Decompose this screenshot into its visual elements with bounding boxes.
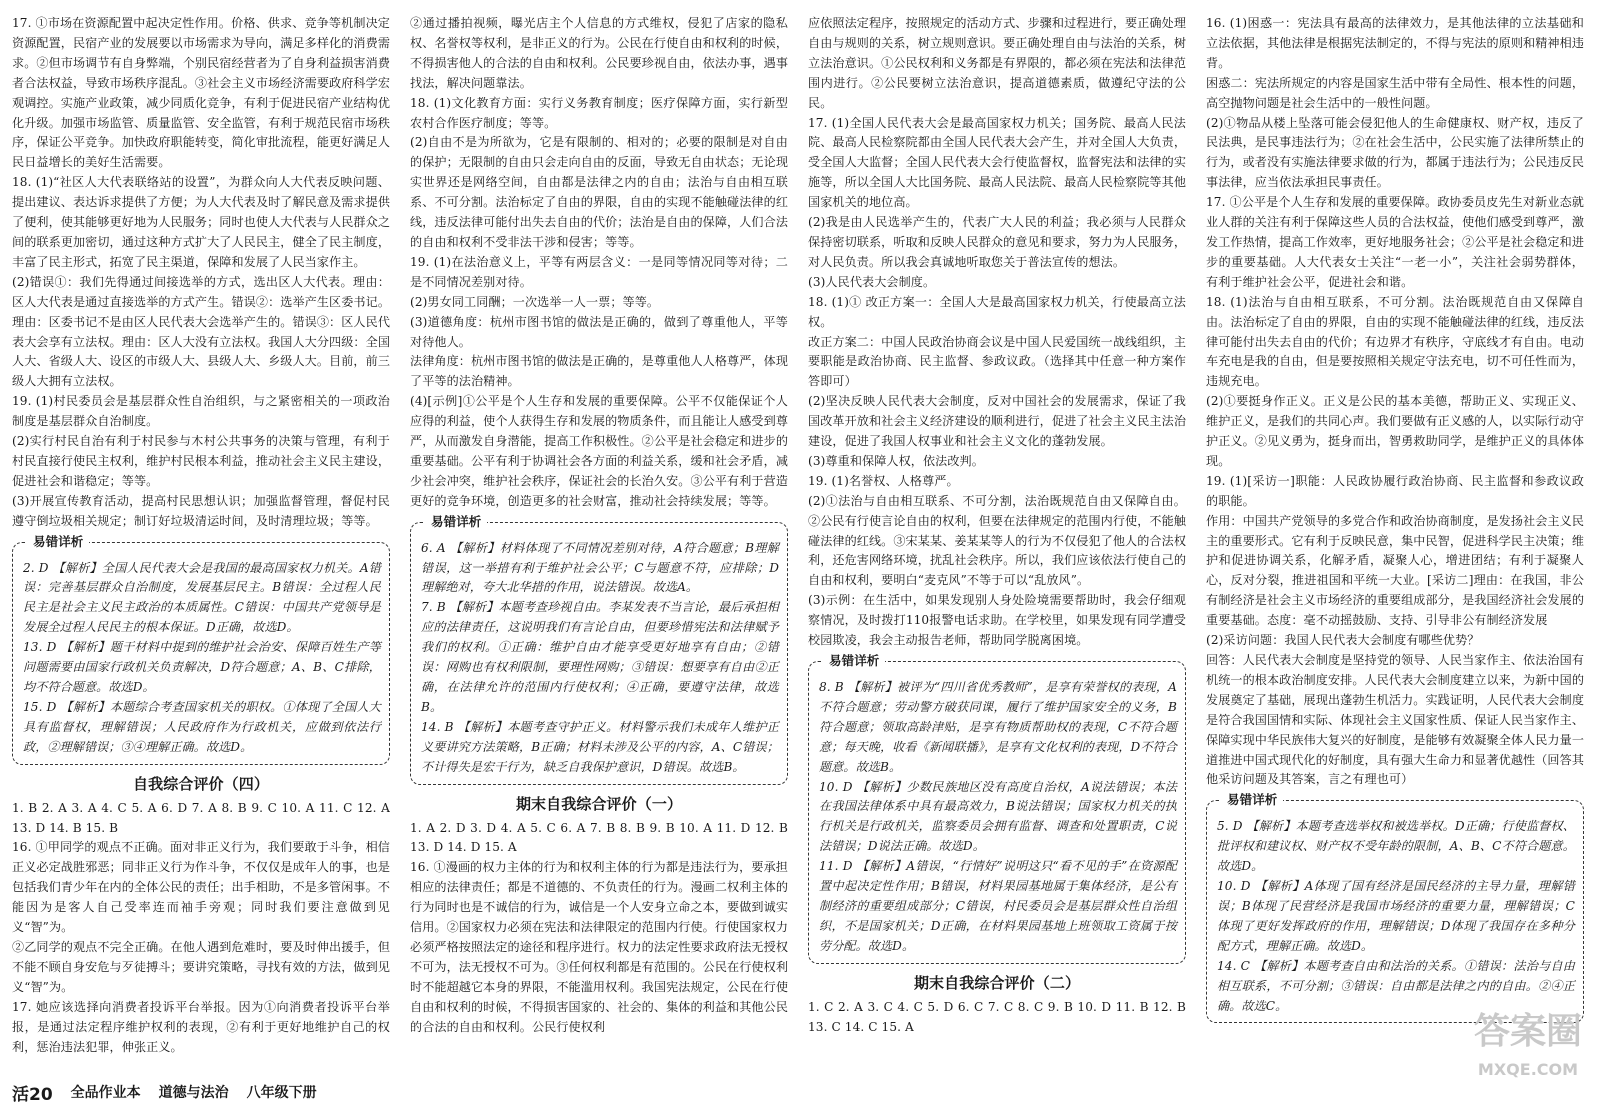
error-analysis-item: 8. B 【解析】被评为“四川省优秀教师”，是享有荣誉权的表现，A不符合题意；劳动警方破获同课，履行了维护国家安全的义务，B符合题意；领取高龄津贴，是享有物质帮助权的表现，C不符合题意；每天晚，收看《新闻联播》，是享有文化权利的表现，D不符合题意。故选B。: [819, 680, 1177, 774]
answer-paragraph: 16. ①漫画的权力主体的行为和权利主体的行为都是违法行为，要承担相应的法律责任；都是不道德的、不负责任的行为。漫画二权利主体的行为同时也是不诚信的行为，诚信是一个人安身立命之本，要做到诚实信用。②国家权力必须在宪法和法律限定的范围内行使。行使国家权力必须严格按照法定的途径和程序进行。权力的法定性要求政府法无授权不可为，法无授权不可为。③任何权利都是有范围的。公民在行使权利时不能超越它本身的界限，不能滥用权利。我国宪法规定，公民在行使自由和权利的时候，不得损害国家的、社会的、集体的利益和其他公民的合法的自由和权利。公民行使权利: [410, 860, 788, 1034]
book-title: 全品作业本: [70, 1085, 141, 1101]
answer-paragraph: 18. (1)法治与自由相互联系，不可分割。法治既规范自由又保障自由。法治标定了自由的界限，自由的实现不能触碰法律的红线，违反法律可能付出失去自由的代价；有边界才有秩序，守底线才有自由。电动车充电是我的自由，但是要按照相关规定守法充电，切不可任性而为，违规充电。: [1206, 294, 1584, 389]
answer-paragraph: (3)尊重和保障人权，依法改判。: [808, 453, 984, 468]
grade-name: 八年级下册: [246, 1085, 317, 1101]
answer-paragraph: (3)人民代表大会制度。: [808, 274, 936, 289]
column-2: [410, 14, 788, 1072]
column-1: [12, 14, 390, 1072]
error-analysis-item: 2. D 【解析】全国人民代表大会是我国的最高国家权力机关。A错误：完善基层群众自治制度，发展基层民主。B错误：全过程人民民主是社会主义民主政治的本质属性。C错误：中国共产党领导是发展全过程人民民主的根本保证。D正确，故选D。: [23, 560, 381, 635]
answer-paragraph: 17. ①市场在资源配置中起决定性作用。价格、供求、竞争等机制决定资源配置，民宿产业的发展要以市场需求为导向，满足多样化的消费需求。②但市场调节有自身弊端，个别民宿经营者为了自身利益损害消费者合法权益，导致市场秩序混乱。③社会主义市场经济需要政府科学宏观调控。实施产业政策，减少同质化竞争，有利于促进民宿产业结构优化升级。加强市场监管、质量监管、安全监管，有利于规范民宿市场秩序，保证公平竞争。加快政府职能转变，简化审批流程，能更好满足人民日益增长的美好生活需要。: [12, 16, 390, 170]
error-analysis-item: 5. D 【解析】本题考查选举权和被选举权。D正确；行使监督权、批评权和建议权、财产权不受年龄的限制，A、B、C不符合题意。故选D。: [1217, 819, 1575, 874]
answer-paragraph: 17. 她应该选择向消费者投诉平台举报。因为①向消费者投诉平台举报，是通过法定程序维护权利的表现，②有利于更好地维护自己的权利，惩治违法犯罪，伸张正义。: [12, 999, 390, 1054]
answer-paragraph: ②通过播拍视频，曝光店主个人信息的方式维权，侵犯了店家的隐私权、名誉权等权利，是非正义的行为。公民在行使自由和权利的时候，不得损害他人的合法的自由和权利。公民要珍视自由，依法办事，遇事找法，解决问题靠法。: [410, 16, 788, 90]
answer-paragraph: ②乙同学的观点不完全正确。在他人遇到危难时，要及时伸出援手，但不能不顾自身安危与歹徒搏斗；要讲究策略，寻找有效的方法，做到见义“智”为。: [12, 939, 390, 994]
answer-paragraph: 19. (1)[采访一]职能：人民政协履行政治协商、民主监督和参政议政的职能。: [1206, 473, 1584, 508]
answer-paragraph: (2)实行村民自治有利于村民参与木村公共事务的决策与管理，有利于村民直接行使民主权利，维护村民根本利益，推动社会主义民主建设，促进社会和谐稳定；等等。: [12, 434, 390, 488]
answer-paragraph: 法律角度：杭州市图书馆的做法是正确的，是尊重他人人格尊严，体现了平等的法治精神。: [410, 354, 788, 389]
error-analysis-item: 14. C 【解析】本题考查自由和法治的关系。①错误：法治与自由相互联系，不可分割；③错误：自由都是法律之内的自由。②④正确。故选C。: [1217, 958, 1575, 1013]
answer-paragraph: 18. (1)“社区人大代表联络站的设置”，为群众向人大代表反映问题、提出建议、表达诉求提供了方便；为人大代表及时了解民意及需求提供了便利，使其能够更好地为人民服务；同时也使人大代表与人民群众之间的联系更加密切，通过这种方式扩大了人民民主，健全了民主制度，丰富了民主形式，拓宽了民主渠道，保障和发展了人民当家作主。: [12, 175, 390, 269]
error-analysis-item: 14. B 【解析】本题考查守护正义。材料警示我们未成年人维护正义要讲究方法策略，B正确；材料未涉及公平的内容，A、C错误；不计得失是宏干行为，缺乏自我保护意识，D错误。故选B。: [421, 719, 779, 774]
answer-paragraph: (2)错误①：我们先得通过间接选举的方式，选出区人大代表。理由：区人大代表是通过直接选举的方式产生。错误②：选举产生区委书记。理由：区委书记不是由区人民代表大会选举产生的。错误③：区人民代表大会享有立法权。理由：区人大没有立法权。我国人大分四级：全国人大、省级人大、设区的市级人大、县级人大、乡级人大。目前，前三级人大拥有立法权。: [12, 274, 390, 389]
section-title: 期末自我综合评价（一）: [515, 794, 683, 813]
error-analysis-label: 易错详析: [823, 651, 885, 671]
watermark-line-1: 答案圈: [1473, 1011, 1582, 1052]
subject-name: 道德与法治: [158, 1085, 229, 1101]
answer-paragraph: 16. (1)困惑一：宪法具有最高的法律效力，是其他法律的立法基础和立法依据，其他法律是根据宪法制定的，不得与宪法的原则和精神相违背。: [1206, 16, 1584, 70]
column-3: [808, 14, 1186, 1072]
error-analysis-box: [410, 513, 788, 785]
answer-paragraph: 19. (1)村民委员会是基层群众性自治组织，与之紧密相关的一项政治制度是基层群众自治制度。: [12, 394, 390, 429]
answer-paragraph: 19. (1)名誉权、人格尊严。: [808, 473, 959, 488]
error-analysis-box: [1206, 792, 1584, 1023]
answer-paragraph: 1. B 2. A 3. A 4. C 5. A 6. D 7. A 8. B 9. C 10. A 11. C 12. A 13. D 14. B 15. B: [12, 800, 390, 835]
answer-paragraph: (3)道德角度：杭州市图书馆的做法是正确的，做到了尊重他人，平等对待他人。: [410, 314, 788, 349]
answer-paragraph: 1. C 2. A 3. C 4. C 5. D 6. C 7. C 8. C 9. B 10. D 11. B 12. B 13. C 14. C 15. A: [808, 999, 1186, 1034]
section-title: 自我综合评价（四）: [133, 774, 269, 793]
answer-paragraph: (2)自由不是为所欲为，它是有限制的、相对的；必要的限制是对自由的保护；无限制的自由只会走向自由的反面，导致无自由状态；无论现实世界还是网络空间，自由都是法律之内的自由；法治与自由相互联系、不可分割。法治标定了自由的界限，自由的实现不能触碰法律的红线，违反法律可能付出失去自由的代价；法治是自由的保障，人们合法的自由和权利不受非法干涉和侵害；等等。: [410, 135, 788, 249]
answer-paragraph: (2)男女同工同酬；一次选举一人一票；等等。: [410, 294, 660, 309]
watermark-line-2: MXQE.COM: [1477, 1060, 1579, 1079]
error-analysis-item: 13. D 【解析】题干材料中提到的维护社会治安、保障百姓生产等问题需要由国家行政机关负责解决，D符合题意；A、B、C排除，均不符合题意。故选D。: [23, 640, 381, 694]
answer-paragraph: 困惑二：宪法所规定的内容是国家生活中带有全局性、根本性的问题，高空抛物问题是社会生活中的一般性问题。: [1206, 75, 1584, 110]
answer-paragraph: (3)开展宣传教育活动，提高村民思想认识；加强监督管理，督促村民遵守倒垃圾相关规定；制订好垃圾清运时间，及时清理垃圾；等等。: [12, 493, 390, 528]
watermark-logo: [1468, 1004, 1588, 1104]
answer-paragraph: (2)我是由人民选举产生的，代表广大人民的利益；我必须与人民群众保持密切联系，听取和反映人民群众的意见和要求，努力为人民服务，对人民负责。所以我会真诚地听取您关于普法宣传的想法。: [808, 215, 1186, 269]
answer-paragraph: 18. (1)文化教育方面：实行义务教育制度；医疗保障方面，实行新型农村合作医疗制度；等等。: [410, 95, 788, 130]
answer-paragraph: 应依照法定程序，按照规定的活动方式、步骤和过程进行，要正确处理自由与规则的关系，树立规则意识。要正确处理自由与法治的关系，树立法治意识。①公民权利和义务都是有界限的，都必须在宪法和法律范围内进行。②公民要树立法治意识，提高道德素质，做遵纪守法的公民。: [808, 16, 1186, 110]
error-analysis-box: [808, 653, 1186, 964]
error-analysis-label: 易错详析: [1221, 790, 1283, 810]
answer-paragraph: 18. (1)① 改正方案一：全国人大是最高国家权力机关，行使最高立法权。: [808, 294, 1186, 329]
answer-paragraph: 17. (1)全国人民代表大会是最高国家权力机关；国务院、最高人民法院、最高人民检察院都由全国人民代表大会产生，并对全国人大负责，受全国人大监督；全国人民代表大会行使监督权，监督宪法和法律的实施等，所以全国人大比国务院、最高人民法院、最高人民检察院等其他国家机关的地位高。: [808, 115, 1186, 210]
error-analysis-item: 10. D 【解析】少数民族地区没有高度自治权，A说法错误；本法在我国法律体系中具有最高效力，B说法错误；国家权力机关的执行机关是行政机关，监察委员会拥有监督、调查和处置职责，C说法错误；D说法正确。故选D。: [819, 779, 1177, 854]
answer-paragraph: 19. (1)在法治意义上，平等有两层含义：一是同等情况同等对待；二是不同情况差别对待。: [410, 254, 788, 289]
answer-paragraph: 作用：中国共产党领导的多党合作和政治协商制度，是发扬社会主义民主的重要形式。它有利于反映民意，集中民智，促进科学民主决策；维护和促进协调关系，化解矛盾，凝聚人心，增进团结；有利于凝聚人心，反对分裂，推进祖国和平统一大业。[采访二]理由：在我国，非公有制经济是社会主义市场经济的重要组成部分，是我国经济社会发展的重要基础。态度：毫不动摇鼓励、支持、引导非公有制经济发展: [1206, 513, 1584, 628]
answer-paragraph: (2)采访问题：我国人民代表大会制度有哪些优势？: [1206, 633, 1480, 648]
column-4: [1206, 14, 1584, 1072]
error-analysis-box: [12, 533, 390, 765]
error-analysis-label: 易错详析: [425, 512, 487, 532]
error-analysis-label: 易错详析: [27, 532, 89, 552]
answer-paragraph: (4)[示例]①公平是个人生存和发展的重要保障。公平不仅能保证个人应得的利益，使个人获得生存和发展的物质条件，而且能让人感受到尊严，从而激发自身潜能，提高工作积极性。②公平是社会稳定和进步的重要基础。公平有利于协调社会各方面的利益关系，缓和社会矛盾，减少社会冲突，维护社会秩序，保证社会的长治久安。③公平有利于营造更好的竞争环境，创造更多的社会财富，推动社会持续发展；等等。: [410, 394, 788, 508]
answer-paragraph: (2)①法治与自由相互联系、不可分割，法治既规范自由又保障自由。②公民有行使言论自由的权利，但要在法律规定的范围内行使，不能触碰法律的红线。③宋某某、姜某某等人的行为不仅侵犯了他人的合法权利，还危害网络环境，扰乱社会秩序。所以，我们应该依法行使自己的自由和权利，要明白“麦克风”不等于可以“乱放风”。: [808, 493, 1186, 588]
error-analysis-item: 7. B 【解析】本题考查珍视自由。李某发表不当言论，最后承担相应的法律责任，这说明我们有言论自由，但要珍惜宪法和法律赋予我们的权利。①正确：维护自由才能享受更好地享有自由；②错误：网购也有权利限制，要理性网购；③错误：想要享有自由②正确，在法律允许的范围内行使权利；④正确，要遵守法律，故选B。: [421, 600, 779, 714]
section-title: 期末自我综合评价（二）: [913, 973, 1081, 992]
answer-paragraph: (2)坚决反映人民代表大会制度，反对中国社会的发展需求，保证了我国改革开放和社会主义经济建设的顺利进行，促进了社会主义民主法治建设，促进了我国人权事业和社会主义文化的蓬勃发展。: [808, 394, 1186, 449]
page-number: 活20: [12, 1084, 53, 1105]
error-analysis-item: 10. D 【解析】A体现了国有经济是国民经济的主导力量，理解错误；B体现了民营经济是我国市场经济的重要力量，理解错误；C体现了更好发挥政府的作用，理解错误；D体现了我国存在多种分配方式，理解正确。故选D。: [1217, 879, 1575, 953]
answer-paragraph: 改正方案二：中国人民政治协商会议是中国人民爱国统一战线组织，主要职能是政治协商、民主监督、参政议政。（选择其中任意一种方案作答即可）: [808, 334, 1186, 389]
answer-paragraph: 16. ①甲同学的观点不正确。面对非正义行为，我们要敢于斗争，相信正义必定战胜邪恶；同非正义行为作斗争，不仅仅是成年人的事，也是包括我们青少年在内的全体公民的责任；出手相助，不是多管闲事。不能因为是客人自己受率连而袖手旁观；同时我们要注意做到见义“智”为。: [12, 840, 390, 935]
error-analysis-item: 11. D 【解析】A错误，“行情好”说明这只“看不见的手”在资源配置中起决定性作用；B错误，材料果园基地属于集体经济，是公有制经济的重要组成部分；C错误，村民委员会是基层群众性自治组织，不是国家机关；D正确，在材料果园基地上班领取工资属于按劳分配。故选D。: [819, 859, 1177, 953]
answer-paragraph: 1. A 2. D 3. D 4. A 5. C 6. A 7. B 8. B 9. B 10. A 11. D 12. B 13. D 14. D 15. A: [410, 820, 788, 855]
answer-paragraph: (2)①要挺身作正义。正义是公民的基本美德，帮助正义、实现正义、维护正义，是我们的共同心声。我们要做有正义感的人，以实际行动守护正义。②见义勇为，挺身而出，智勇救助同学，是维护正义的具体体现。: [1206, 394, 1584, 468]
answer-paragraph: (2)①物品从楼上坠落可能会侵犯他人的生命健康权、财产权，违反了民法典，是民事违法行为；②在社会生活中，公民实施了法律所禁止的行为，或者没有实施法律要求做的行为，都属于违法行为；公民违反民事法律，应当依法承担民事责任。: [1206, 115, 1584, 190]
error-analysis-item: 6. A 【解析】材料体现了不同情况差别对待，A符合题意；B理解错误，这一举措有利于维护社会公平；C与题意不符，应排除；D理解绝对，夸大北华措的作用，说法错误。故选A。: [421, 540, 779, 595]
error-analysis-item: 15. D 【解析】本题综合考查国家机关的职权。①体现了全国人大具有监督权，理解错误；人民政府作为行政机关，应做到依法行政，②理解错误；③④理解正确。故选D。: [23, 699, 381, 754]
page-footer: [12, 1080, 317, 1104]
answer-paragraph: 回答：人民代表大会制度是坚持党的领导、人民当家作主、依法治国有机统一的根本政治制度安排。人民代表大会制度建立以来，为新中国的发展奠定了基础，展现出蓬勃生机活力。实践证明，人民代表大会制度是符合我国国情和实际、体现社会主义国家性质、保证人民当家作主、保障实现中华民族伟大复兴的好制度，是能够有效凝聚全体人民力量一道推进中国式现代化的好制度，具有强大生命力和显著优越性（回答其他采访问题及其答案，言之有理也可）: [1206, 653, 1584, 787]
answer-paragraph: 17. ①公平是个人生存和发展的重要保障。政协委员皮先生对新业态就业人群的关注有利于保障这些人员的合法权益，使他们感受到尊严，激发工作热情，提高工作效率，更好地服务社会；②公平是社会稳定和进步的重要基础。人大代表女士关注“一老一小”，关注社会弱势群体，有利于维护社会公平，促进社会和谐。: [1206, 195, 1584, 289]
answer-paragraph: (3)示例：在生活中，如果发现别人身处险境需要帮助时，我会仔细观察情况，及时拨打110报警电话求助。在学校里，如果发现有同学遭受校园欺凌，我会主动报告老师，帮助同学脱离困境。: [808, 593, 1186, 648]
